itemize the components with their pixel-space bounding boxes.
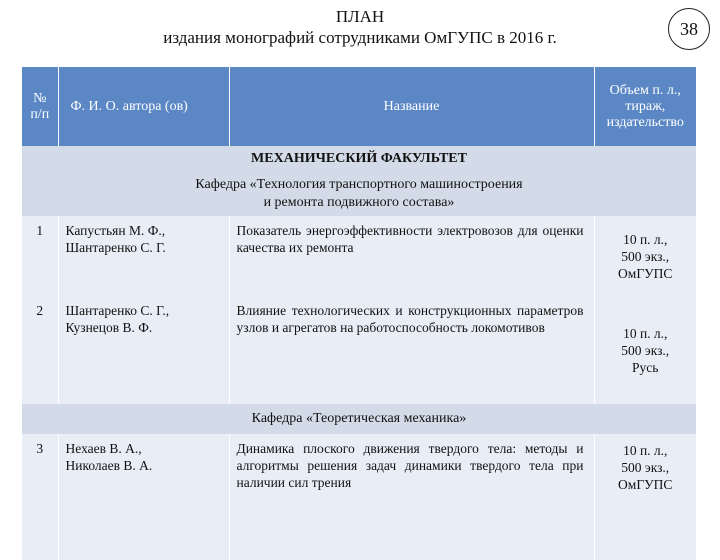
table-row bbox=[22, 434, 696, 560]
header-volume: Объем п. л., тираж, издательство bbox=[594, 67, 696, 146]
header-name: Название bbox=[229, 67, 594, 146]
row-volume: 10 п. л., 500 экз., ОмГУПС bbox=[594, 216, 696, 296]
faculty-title: МЕХАНИЧЕСКИЙ ФАКУЛЬТЕТ bbox=[22, 146, 696, 172]
faculty-row bbox=[22, 146, 696, 172]
table-row bbox=[22, 216, 696, 296]
row-title: Влияние технологических и конструкционных параметров узлов и агрегатов на работоспособность локомотивов bbox=[229, 296, 594, 404]
title-line-1: ПЛАН bbox=[335, 7, 385, 26]
row-num: 2 bbox=[22, 296, 58, 404]
page-title bbox=[0, 6, 720, 48]
row-title: Динамика плоского движения твердого тела: методы и алгоритмы решения задач динамики твердого тела при наличии сил трения bbox=[229, 434, 594, 560]
row-num: 1 bbox=[22, 216, 58, 296]
row-volume: 10 п. л., 500 экз., ОмГУПС bbox=[594, 434, 696, 560]
row-authors: Шантаренко С. Г., Кузнецов В. Ф. bbox=[58, 296, 229, 404]
table-header-row bbox=[22, 67, 696, 146]
monograph-plan-table bbox=[22, 67, 696, 560]
title-line-2: издания монографий сотрудниками ОмГУПС в 2016 г. bbox=[163, 28, 557, 47]
header-author: Ф. И. О. автора (ов) bbox=[58, 67, 229, 146]
department-title-2: Кафедра «Теоретическая механика» bbox=[22, 404, 696, 434]
row-title: Показатель энергоэффективности электровозов для оценки качества их ремонта bbox=[229, 216, 594, 296]
department-row bbox=[22, 404, 696, 434]
department-row bbox=[22, 172, 696, 216]
row-authors: Капустьян М. Ф., Шантаренко С. Г. bbox=[58, 216, 229, 296]
row-volume: 10 п. л., 500 экз., Русь bbox=[594, 296, 696, 404]
header-num: № п/п bbox=[22, 67, 58, 146]
row-num: 3 bbox=[22, 434, 58, 560]
row-authors: Нехаев В. А., Николаев В. А. bbox=[58, 434, 229, 560]
page-number-badge: 38 bbox=[668, 8, 710, 50]
department-title-1: Кафедра «Технология транспортного машиностроения и ремонта подвижного состава» bbox=[22, 172, 696, 216]
table-row bbox=[22, 296, 696, 404]
